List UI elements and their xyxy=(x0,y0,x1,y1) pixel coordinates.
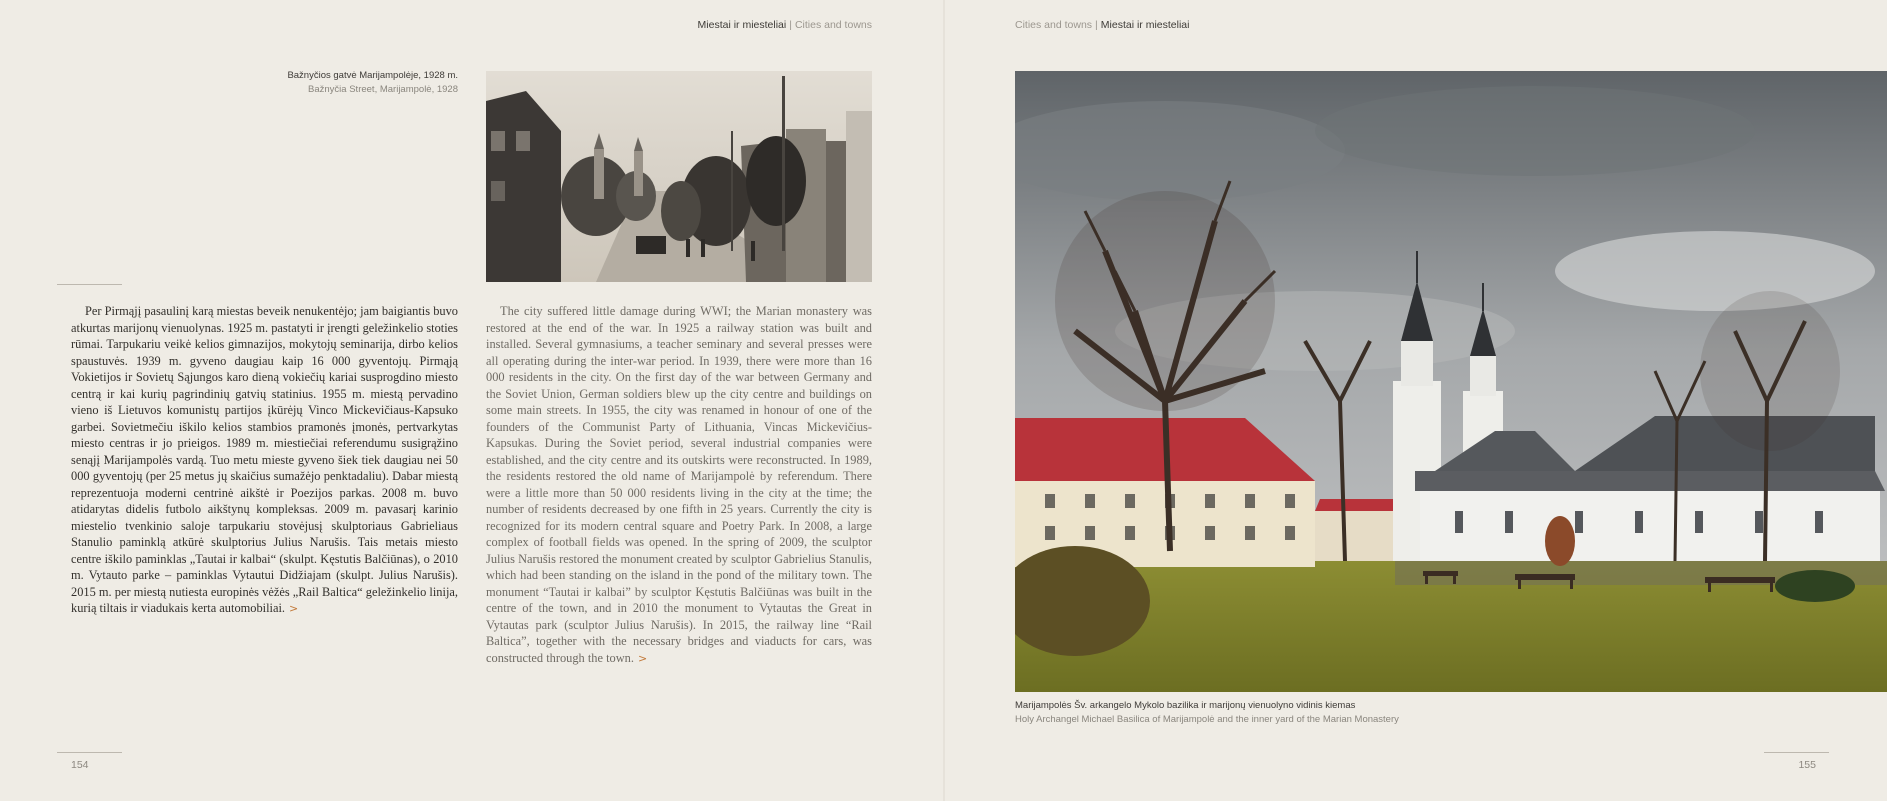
main-text-lithuanian xyxy=(71,303,458,618)
running-head-right-lt: Miestai ir miesteliai xyxy=(1100,19,1190,31)
historic-street-photo xyxy=(486,71,872,282)
running-head-right xyxy=(1015,19,1189,31)
page-number-right: 155 xyxy=(1798,759,1816,771)
old-photo-caption-en: Bažnyčia Street, Marijampolė, 1928 xyxy=(308,84,458,95)
continue-arrow-en: > xyxy=(637,651,648,665)
basilica-caption-lt: Marijampolės Šv. arkangelo Mykolo bazilika ir marijonų vienuolyno vidinis kiemas xyxy=(1015,700,1356,711)
main-text-english-content: The city suffered little damage during WWI; the Marian monastery was restored at the end of the war. In 1925 a railway station was built and installed. Several gymnasiums, a teacher seminary and several presses were all operating during the inter-war period. In 1939, there were more than 16 000 residents in the city. On the first day of the war between Germany and the Soviet Union, German soldiers blew up the city centre and buildings on some main streets. In 1955, the city was renamed in honour of one of the founders of the Communist Party of Lithuania, Vincas Mickevičius-Kapsukas. During the Soviet period, several industrial companies were established, and the city centre and its outskirts were reconstructed. In 1989, the residents restored the old name of Marijampolė by referendum. There were a little more than 50 000 residents living in the city at the time; the number of residents decreased by one fifth in 25 years. Currently the city is recognized for its modern central square and Poetry Park. In 2008, a large complex of football fields was opened. In the spring of 2009, the sculptor Julius Narušis restored the monument created by sculptor Gabrielius Stanulis, which had been standing on the island in the pond of the military town. The monument “Tautai ir kalbai” by sculptor Kęstutis Balčiūnas was built in the centre of the town, and in 2010 the monument to Vytautas the Great in Vytautas park (sculptor Julius Narušis). In 2015, the railway line “Rail Baltica”, together with the necessary bridges and viaducts for cars, was constructed through the town. xyxy=(486,304,872,665)
main-text-english xyxy=(486,303,872,667)
running-head-left-en: Cities and towns xyxy=(794,19,872,31)
main-text-lithuanian-content: Per Pirmąjį pasaulinį karą miestas beveik nenukentėjo; jam baigiantis buvo atkurtas marijonų vienuolynas. 1925 m. pastatyti ir įrengti geležinkelio stoties rūmai. Tarpukariu veikė kelios gimnazijos, mokytojų seminarija, dirbo kelios spaustuvės. 1939 m. gyveno daugiau kaip 16 000 gyventojų. Pirmąją Vokietijos ir Sovietų Sąjungos karo dieną vokiečių kariai susprogdino miesto centrą ir kai kurių pagrindinių gatvių statinius. 1955 m. miestą pervadino vieno iš Lietuvos komunistų partijos įkūrėjų Vinco Mickevičiaus-Kapsuko garbei. Sovietmečiu iškilo kelios stambios pramonės įmonės, pertvarkytas miesto centras ir jo prieigos. 1989 m. miestiečiai referendumu susigrąžino senąjį Marijampolės vardą. Tuo metu mieste gyveno šiek tiek daugiau nei 50 000 gyventojų (per 25 metus jų skaičius sumažėjo penktadaliu). Dabar miestą reprezentuoja moderni centrinė aikštė ir Poezijos parkas. 2008 m. buvo atidarytas didelis futbolo aikštynų kompleksas. 2009 m. pavasarį karinio miestelio tvenkinio saloje tarpukariu stovėjusį skulptoriaus Gabrieliaus Stanulio paminklą atkūrė skulptorius Julius Narušis. Tais metais miesto centre iškilo paminklas „Tautai ir kalbai“ (skulpt. Kęstutis Balčiūnas), o 2010 m. Vytauto parke – paminklas Vytautui Didžiajam (skulpt. Julius Narušis). 2015 m. per miestą nutiesta europinės vėžės „Rail Baltica“ geležinkelio linija, kurią tiltais ir viadukais kerta automobiliai. xyxy=(71,304,458,615)
basilica-photo-caption xyxy=(1015,699,1399,727)
continue-arrow-lt: > xyxy=(289,602,299,615)
running-head-left-separator: | xyxy=(789,19,792,31)
running-head-right-separator: | xyxy=(1095,19,1098,31)
folio-rule-left xyxy=(57,752,122,753)
historic-street-photograph-icon xyxy=(486,71,872,282)
old-photo-caption-lt: Bažnyčios gatvė Marijampolėje, 1928 m. xyxy=(287,70,458,81)
basilica-courtyard-photograph-icon xyxy=(1015,71,1887,692)
book-gutter xyxy=(943,0,945,801)
text-divider-rule xyxy=(57,284,122,285)
page-number-left: 154 xyxy=(71,759,89,771)
basilica-caption-en: Holy Archangel Michael Basilica of Marijampolė and the inner yard of the Marian Monastery xyxy=(1015,714,1399,725)
folio-rule-right xyxy=(1764,752,1829,753)
old-photo-caption xyxy=(287,69,458,97)
running-head-right-en: Cities and towns xyxy=(1015,19,1093,31)
running-head-left-lt: Miestai ir miesteliai xyxy=(697,19,787,31)
running-head-left xyxy=(698,19,872,31)
basilica-photo xyxy=(1015,71,1887,692)
